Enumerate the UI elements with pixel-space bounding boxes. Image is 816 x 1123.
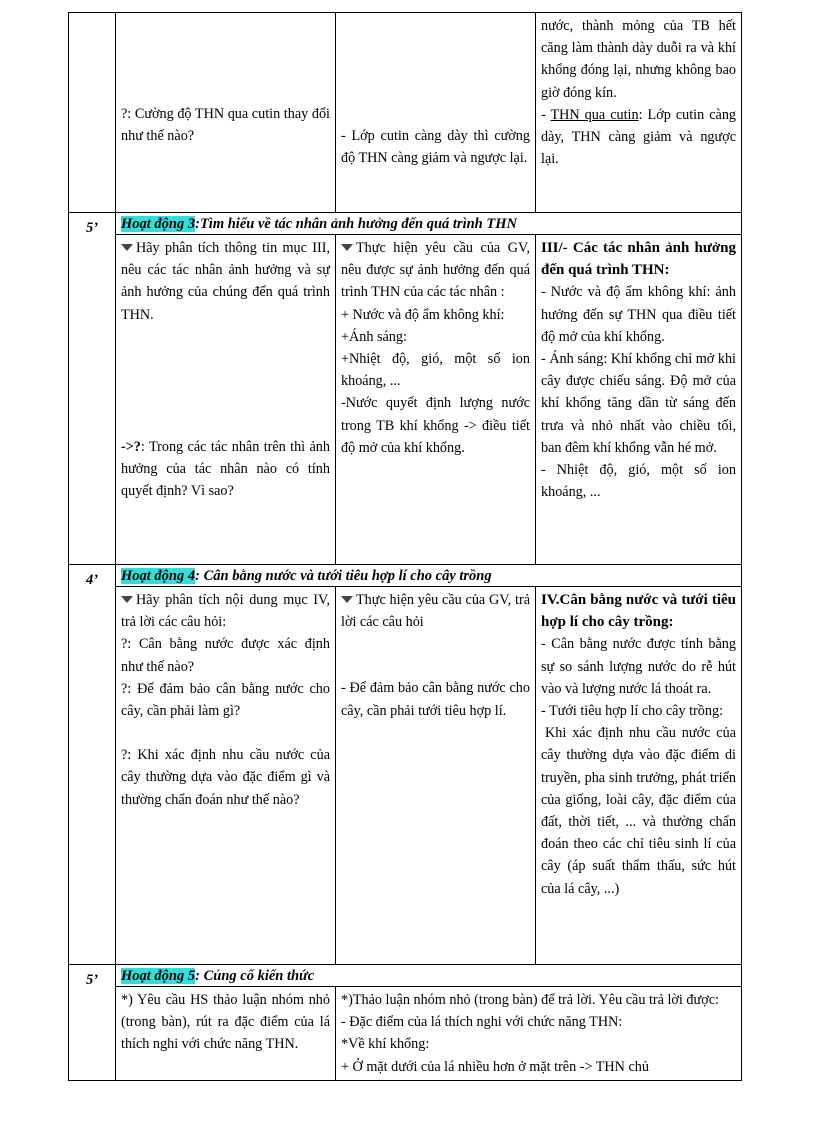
- teacher-question: ?: Cân bằng nước được xác định như thế nào?: [121, 636, 330, 675]
- teacher-question: ->?: Trong các tác nhân trên thì ảnh hưởng của tác nhân nào có tính quyết định? Vì sao?: [121, 438, 330, 500]
- content-text: nước, thành mỏng của TB hết căng làm thành dày duỗi ra và khí khổng đóng lại, nhưng không bao giờ đóng kín.: [541, 18, 736, 101]
- student-answer: - Lớp cutin càng dày thì cường độ THN càng giảm và ngược lại.: [341, 128, 530, 167]
- arrow-bullet-icon: [341, 244, 353, 251]
- content-text: - Cân bằng nước được tính bằng sự so sánh lượng nước do rễ hút vào và lượng nước lá thoát ra.: [541, 636, 736, 697]
- content-text: Khi xác định nhu cầu nước của cây thường dựa vào đặc điểm di truyền, pha sinh trưởng, phát triển của giống, loài cây, đặc điểm của đất, thời tiết, ... và thường chẩn đoán theo các chỉ tiêu sinh lí của cây (áp suất thẩm thấu, sức hút của lá cây, ...): [541, 725, 736, 897]
- arrow-bullet-icon: [121, 596, 133, 603]
- student-text: Thực hiện yêu cầu của GV, nêu được sự ảnh hưởng đến quá trình THN của các tác nhân :: [341, 240, 530, 301]
- teacher-text: Hãy phân tích thông tin mục III, nêu các tác nhân ảnh hưởng và sự ảnh hưởng của chúng đến quá trình THN.: [121, 240, 330, 323]
- activity-header-row: [69, 965, 742, 987]
- time-cell: 4’: [69, 565, 116, 965]
- section-title: III/- Các tác nhân ảnh hưởng đến quá trình THN:: [541, 240, 736, 279]
- time-cell: 5’: [69, 213, 116, 565]
- content-text: - Tưới tiêu hợp lí cho cây trồng:: [541, 703, 724, 720]
- student-text: - Đặc điểm của lá thích nghi với chức năng THN:: [341, 1014, 623, 1031]
- student-text: *Về khí khổng:: [341, 1036, 430, 1053]
- content-cell: [536, 13, 742, 213]
- content-text: - Ánh sáng: Khí khổng chỉ mở khi cây được chiếu sáng. Độ mở của khí khổng tăng dần từ sáng đến trưa và nhỏ nhất vào chiều tối, ban đêm khí khổng vẫn hé mở.: [541, 351, 736, 456]
- activity-title: Hoạt động 4: Cân bằng nước và tưới tiêu hợp lí cho cây trồng: [116, 565, 742, 587]
- student-text: -Nước quyết định lượng nước trong TB khí khổng -> điều tiết độ mở của khí khổng.: [341, 395, 530, 456]
- teacher-cell: [116, 13, 336, 213]
- activity-header-row: [69, 213, 742, 235]
- arrow-bullet-icon: [341, 596, 353, 603]
- content-cell: [536, 235, 742, 565]
- teacher-text: Hãy phân tích nội dung mục IV, trả lời các câu hỏi:: [121, 592, 330, 631]
- teacher-question: ?: Để đảm bảo cân bằng nước cho cây, cần phải làm gì?: [121, 680, 330, 720]
- student-text: *)Thảo luận nhóm nhỏ (trong bàn) để trả lời. Yêu cầu trả lời được:: [341, 992, 719, 1008]
- activity-title: Hoạt động 5: Củng cố kiến thức: [116, 965, 742, 987]
- student-cell: [336, 587, 536, 965]
- content-text: - THN qua cutin: Lớp cutin càng dày, THN càng giảm và ngược lại.: [541, 106, 737, 168]
- content-label: THN qua cutin: [550, 106, 639, 123]
- student-cell: [336, 13, 536, 213]
- content-cell: [536, 587, 742, 965]
- student-cell: [336, 987, 742, 1081]
- activity-title: Hoạt động 3:Tìm hiểu về tác nhân ảnh hưởng đến quá trình THN: [116, 213, 742, 235]
- activity-highlight: Hoạt động 5: [121, 968, 196, 984]
- section-title: IV.Cân bằng nước và tưới tiêu hợp lí cho cây trồng:: [541, 592, 736, 631]
- table-row: [69, 987, 742, 1081]
- student-text: Thực hiện yêu cầu của GV, trả lời các câu hỏi: [341, 592, 530, 631]
- activity-highlight: Hoạt động 3: [121, 216, 196, 232]
- content-text: - Nhiệt độ, gió, một số ion khoáng, ...: [541, 462, 736, 501]
- arrow-bullet-icon: [121, 244, 133, 251]
- teacher-cell: [116, 587, 336, 965]
- table-row: [69, 235, 742, 565]
- student-cell: [336, 235, 536, 565]
- student-text: +Nhiệt độ, gió, một số ion khoáng, ...: [341, 351, 530, 390]
- student-text: + Nước và độ ẩm không khí:: [341, 306, 505, 323]
- teacher-cell: [116, 235, 336, 565]
- activity-header-row: [69, 565, 742, 587]
- student-text: +Ánh sáng:: [341, 328, 407, 345]
- student-text: - Để đảm bảo cân bằng nước cho cây, cần phải tưới tiêu hợp lí.: [341, 680, 530, 719]
- teacher-question: ?: Cường độ THN qua cutin thay đổi như thế nào?: [121, 106, 330, 145]
- student-text: + Ở mặt dưới của lá nhiều hơn ở mặt trên -> THN chủ: [341, 1058, 649, 1075]
- time-cell: 5’: [69, 965, 116, 1081]
- teacher-cell: [116, 987, 336, 1081]
- teacher-text: *) Yêu cầu HS thảo luận nhóm nhỏ (trong bàn), rút ra đặc điểm của lá thích nghi với chức năng THN.: [121, 992, 330, 1053]
- activity-highlight: Hoạt động 4: [121, 568, 196, 584]
- teacher-question: ?: Khi xác định nhu cầu nước của cây thường dựa vào đặc điểm gì và thường chẩn đoán như thế nào?: [121, 747, 330, 808]
- table-row: [69, 13, 742, 213]
- table-row: [69, 587, 742, 965]
- lesson-plan-table: [68, 12, 742, 1081]
- content-text: - Nước và độ ẩm không khí: ảnh hưởng đến sự THN qua điều tiết độ mở của khí khổng.: [541, 284, 736, 345]
- time-cell: [69, 13, 116, 213]
